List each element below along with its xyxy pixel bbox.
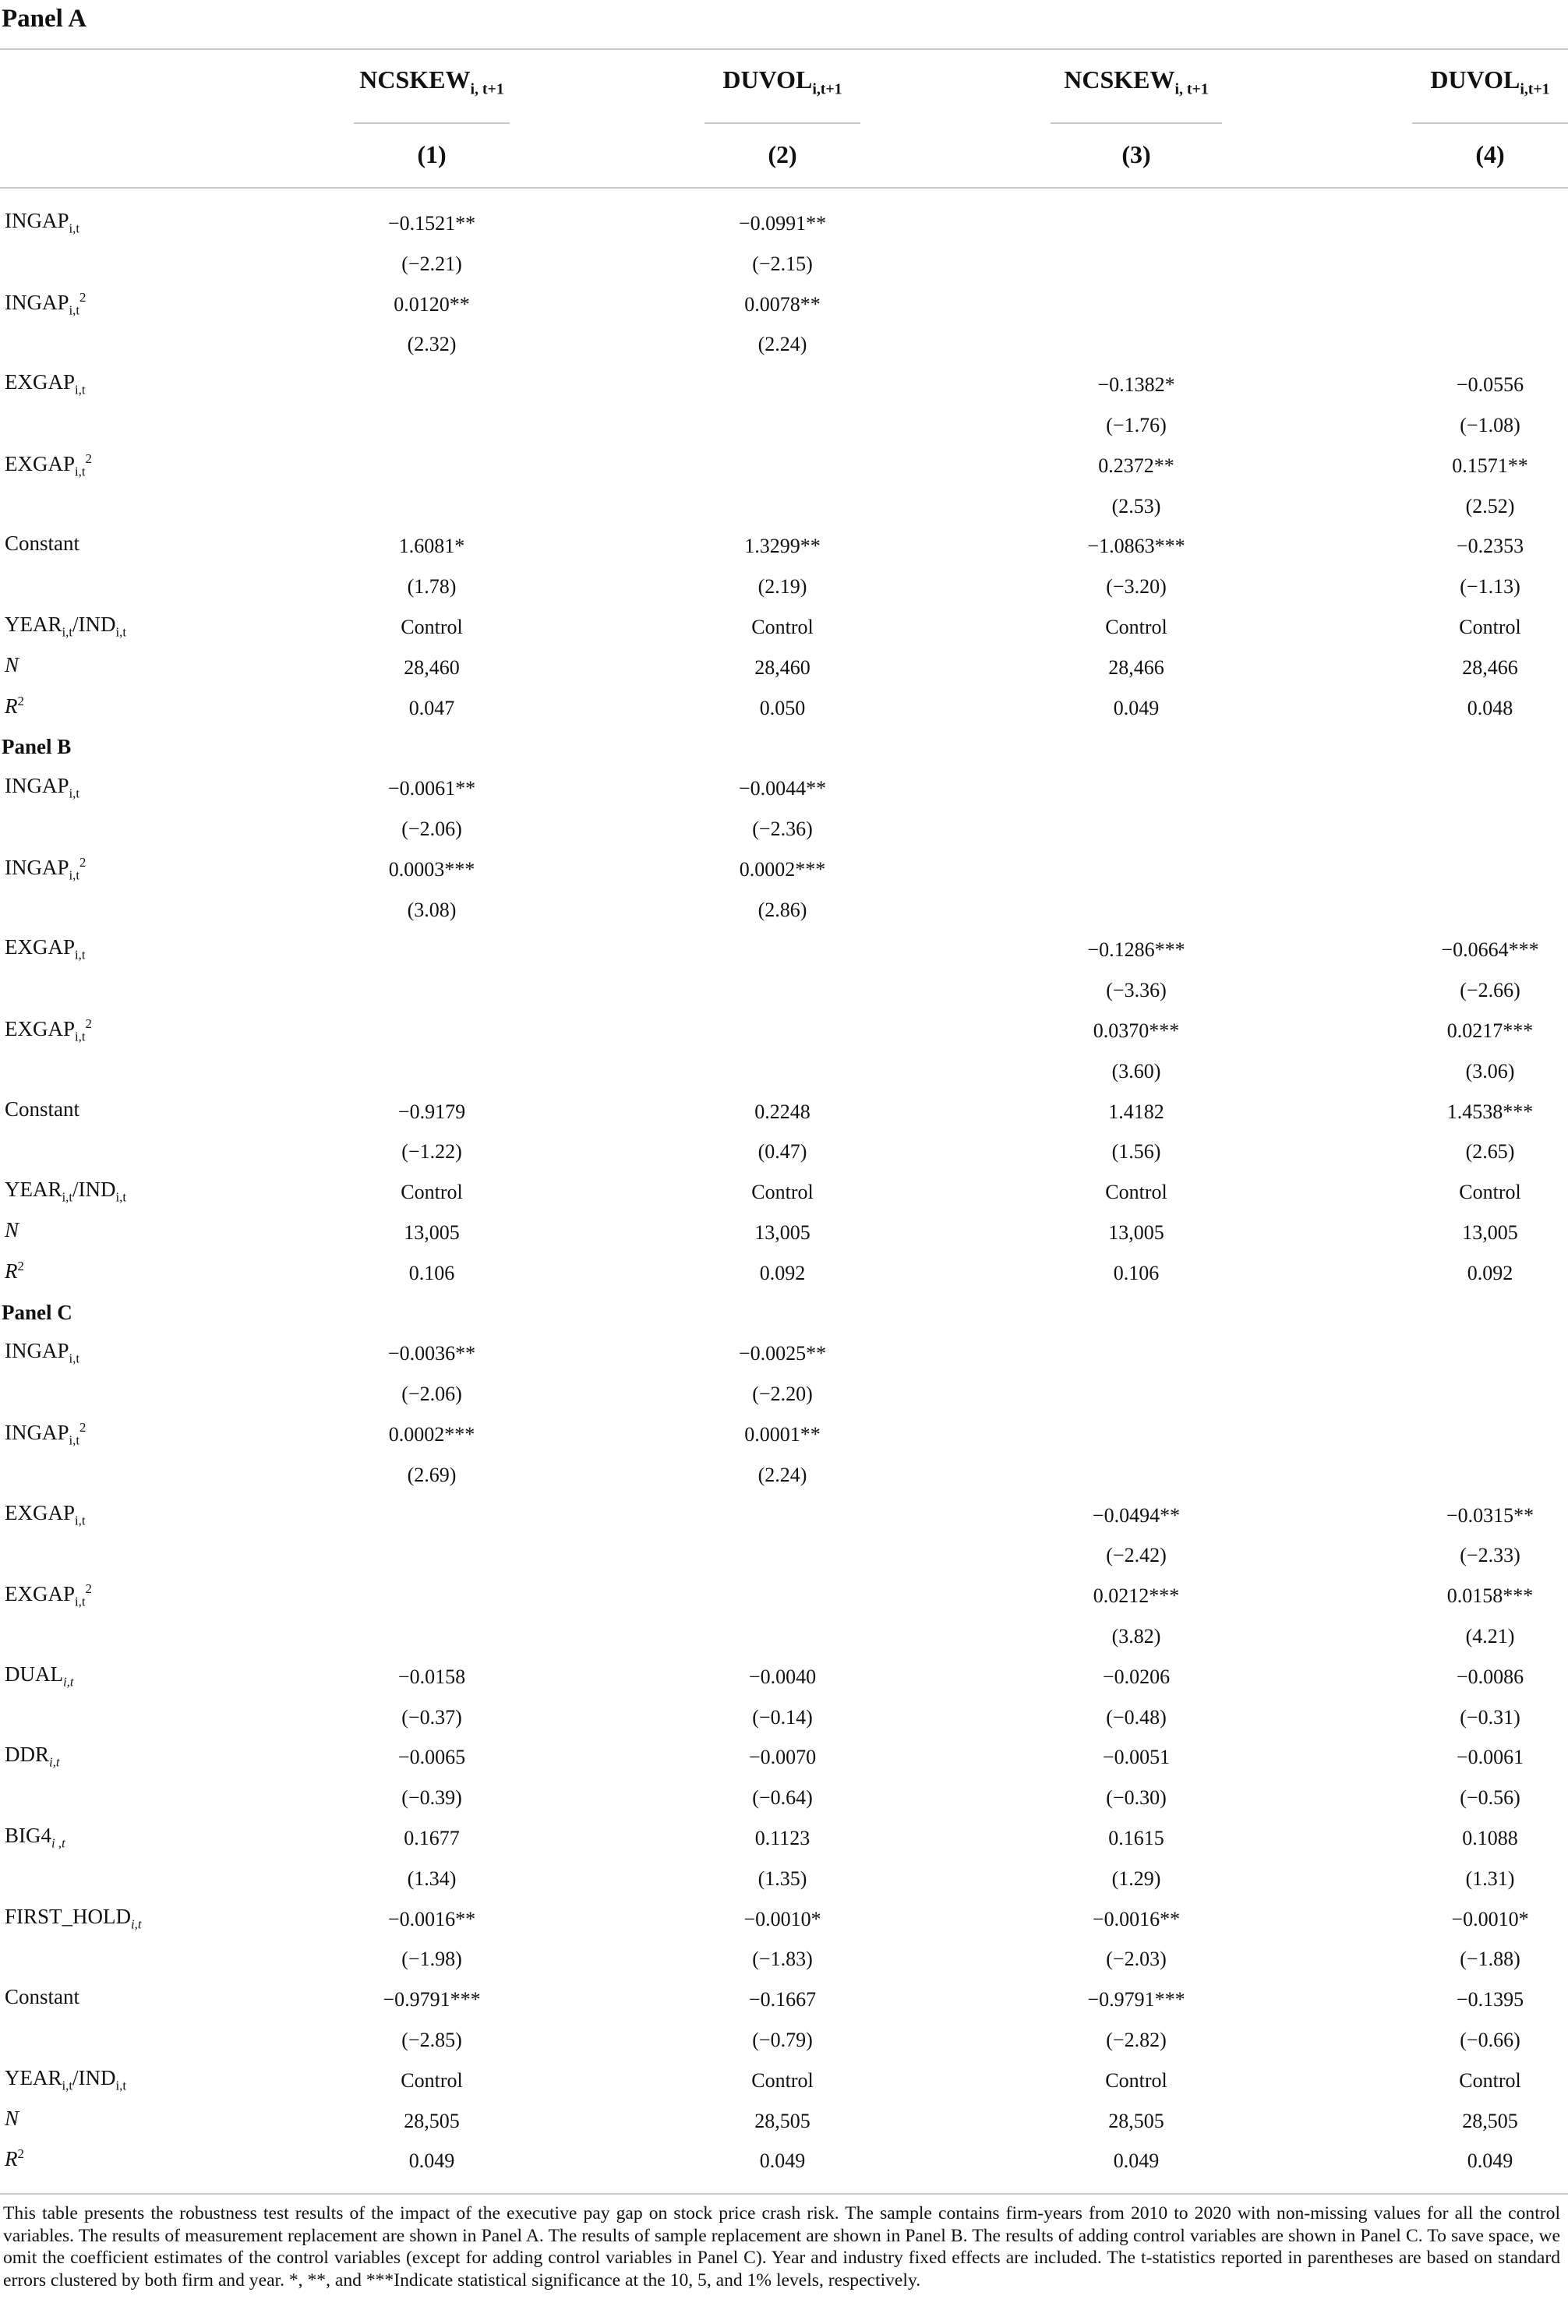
row-label (5, 1097, 79, 1121)
table-cell: 0.106 (408, 1261, 455, 1284)
table-cell: −0.0010* (1451, 1907, 1529, 1930)
table-cell: (−0.64) (752, 1786, 813, 1810)
table-cell: −0.9791*** (383, 1988, 481, 2011)
table-cell: Control (1105, 1181, 1167, 1204)
row-label-subscript: i,t (75, 1594, 86, 1609)
table-cell: −0.0016** (387, 1907, 476, 1930)
table-cell: (−2.21) (401, 252, 462, 275)
table-cell: −1.0863*** (1087, 535, 1185, 558)
column-header-name: NCSKEW (359, 65, 471, 94)
row-label (5, 935, 86, 962)
table-cell: (−1.98) (401, 1948, 462, 1971)
column-header-4 (1430, 65, 1549, 98)
row-label (5, 1824, 65, 1851)
column-header-name: DUVOL (1430, 65, 1520, 94)
row-label-name: DUAL (5, 1662, 63, 1686)
table-cell: 0.1677 (404, 1827, 460, 1849)
row-label (5, 209, 79, 236)
table-cell: 13,005 (754, 1221, 810, 1244)
table-cell: (−0.31) (1460, 1705, 1520, 1729)
table-cell: (1.34) (407, 1867, 457, 1890)
column-header-rule-4 (1412, 122, 1568, 124)
table-cell: 0.1123 (754, 1827, 810, 1849)
table-cell: Control (1459, 1181, 1521, 1204)
table-cell: 0.0078** (744, 292, 821, 316)
row-label-name: BIG4 (5, 1824, 51, 1847)
table-cell: (−2.42) (1106, 1544, 1167, 1567)
row-label-name: N (5, 2106, 19, 2130)
row-label-subscript: i,t (62, 1189, 72, 1205)
table-cell: 0.2372** (1098, 454, 1174, 477)
table-cell: 1.4538*** (1446, 1100, 1534, 1123)
table-cell: −0.0065 (397, 1746, 466, 1769)
table-cell: −0.0158 (397, 1665, 466, 1688)
table-cell: (1.56) (1111, 1140, 1161, 1164)
top-rule (0, 48, 1568, 50)
table-cell: −0.0016** (1092, 1907, 1181, 1930)
row-label-name: EXGAP (5, 935, 76, 959)
table-cell: −0.0051 (1102, 1746, 1171, 1769)
table-cell: (2.65) (1465, 1140, 1515, 1164)
table-cell: (−0.56) (1460, 1786, 1520, 1810)
table-cell: (−3.36) (1106, 979, 1167, 1002)
row-label-subscript: i,t (62, 2078, 72, 2093)
table-cell: (2.32) (407, 333, 457, 356)
row-label-subscript: i,t (75, 382, 86, 397)
table-cell: (−0.48) (1106, 1705, 1167, 1729)
table-cell: (−2.33) (1460, 1544, 1520, 1567)
table-cell: 28,466 (1108, 655, 1164, 679)
table-cell: 28,460 (404, 655, 460, 679)
table-cell: (2.86) (758, 898, 807, 921)
table-cell: 28,505 (1462, 2109, 1518, 2132)
row-label-superscript: 2 (17, 693, 24, 708)
table-cell: Control (751, 1181, 814, 1204)
table-cell: −0.2353 (1456, 535, 1524, 558)
row-label (5, 1501, 86, 1528)
row-label-name: R (5, 694, 18, 718)
table-cell: (−2.20) (752, 1383, 813, 1406)
table-cell: (2.24) (758, 1463, 807, 1486)
row-label-name: N (5, 652, 19, 676)
row-label-name: INGAP (5, 774, 69, 798)
table-cell: 0.1571** (1452, 454, 1528, 477)
table-cell: 0.0002*** (388, 1423, 475, 1446)
table-cell: 0.0120** (394, 292, 470, 316)
table-cell: 0.0003*** (388, 857, 475, 881)
column-header-3 (1064, 65, 1209, 98)
table-cell: (1.29) (1111, 1867, 1161, 1890)
table-cell: −0.0061** (387, 777, 476, 800)
row-label-subscript: i,t (49, 1754, 60, 1770)
column-header-subscript: i,t+1 (1520, 80, 1550, 98)
row-label-superscript: 2 (85, 1581, 92, 1597)
row-label-subscript: i,t (75, 947, 86, 962)
row-label-subscript: i,t (75, 1029, 86, 1044)
table-cell: −0.9179 (397, 1100, 466, 1123)
row-label-subscript-2: i,t (115, 624, 126, 640)
row-label-name: INGAP (5, 855, 69, 879)
row-label (5, 855, 86, 883)
table-cell: Control (1459, 2068, 1521, 2092)
table-cell: (−0.30) (1106, 1786, 1167, 1810)
table-cell: 0.0002*** (739, 857, 826, 881)
table-cell: (−2.36) (752, 818, 813, 840)
column-header-subscript: i, t+1 (470, 80, 504, 98)
row-label (5, 2066, 126, 2093)
row-label-name-2: /IND (72, 613, 116, 636)
row-label (5, 290, 86, 318)
row-label (5, 1420, 86, 1448)
table-cell: (−0.37) (401, 1705, 462, 1729)
table-cell: 28,505 (754, 2109, 810, 2132)
table-cell: 0.1088 (1462, 1827, 1518, 1849)
column-header-subscript: i,t+1 (812, 80, 842, 98)
row-label-subscript: i,t (69, 1351, 79, 1366)
row-label-name: R (5, 1259, 18, 1283)
row-label-name-2: /IND (72, 1178, 116, 1202)
table-cell: (−0.39) (401, 1786, 462, 1810)
row-label (5, 1905, 142, 1932)
row-label-name: INGAP (5, 1339, 69, 1363)
row-label-superscript: 2 (79, 854, 87, 870)
column-header-name: NCSKEW (1064, 65, 1175, 94)
panel-title: Panel C (2, 1300, 72, 1324)
row-label-name: YEAR (5, 2065, 62, 2089)
table-cell: −0.0036** (387, 1342, 476, 1365)
row-label (5, 1662, 73, 1690)
table-cell: (−1.22) (401, 1140, 462, 1164)
table-cell: (−1.08) (1460, 414, 1520, 436)
table-cell: (−2.06) (401, 1383, 462, 1406)
table-cell: −0.0040 (748, 1665, 817, 1688)
row-label-subscript: i,t (63, 1674, 74, 1690)
row-label (5, 1218, 19, 1242)
row-label (5, 532, 79, 556)
table-cell: (−1.83) (752, 1948, 813, 1971)
row-label-name: DDR (5, 1743, 50, 1767)
row-label (5, 613, 126, 640)
row-label-name: EXGAP (5, 1017, 76, 1040)
table-cell: −0.1395 (1456, 1988, 1524, 2011)
row-label-subscript: i,t (62, 624, 72, 640)
row-label-name: EXGAP (5, 451, 76, 475)
column-header-1 (359, 65, 504, 98)
row-label (5, 653, 19, 677)
row-label (5, 1985, 79, 2009)
row-label-subscript: i,t (69, 302, 79, 317)
table-cell: 0.106 (1113, 1261, 1160, 1284)
table-cell: (−2.15) (752, 252, 813, 275)
row-label-subscript: i,t (131, 1916, 142, 1931)
table-cell: −0.0315** (1446, 1503, 1534, 1527)
row-label-subscript: i,t (69, 1432, 79, 1448)
row-label-name: EXGAP (5, 370, 76, 394)
table-footnote: This table presents the robustness test results of the impact of the executive pay gap on stock price crash risk. The sample contains firm-years from 2010 to 2020 with non-missing values for all the control variables. The results of measurement replacement are shown in Panel A. The results of sample replacement are shown in Panel B. The results of adding control variables are shown in Panel C. To save space, we omit the coefficient estimates of the control variables (except for adding control variables in Panel C). Year and industry fixed effects are included. The t-statistics reported in parentheses are based on standard errors clustered by both firm and year. *, **, and ***Indicate statistical significance at the 10, 5, and 1% levels, respectively. (3, 2203, 1560, 2290)
row-label-superscript: 2 (85, 450, 92, 466)
row-label-superscript: 2 (17, 1258, 24, 1273)
table-cell: 28,505 (404, 2109, 460, 2132)
column-number-4: (4) (1475, 140, 1505, 168)
column-header-name: DUVOL (722, 65, 813, 94)
table-cell: (−1.13) (1460, 575, 1520, 599)
table-cell: (−2.82) (1106, 2029, 1167, 2051)
row-label (5, 1581, 92, 1609)
table-cell: (−2.06) (401, 818, 462, 840)
table-cell: 0.0158*** (1446, 1584, 1534, 1608)
table-cell: (−1.88) (1460, 1948, 1520, 1971)
row-label-subscript: i,t (69, 786, 79, 801)
row-label (5, 1339, 79, 1366)
table-cell: 0.050 (759, 696, 806, 719)
row-label-superscript: 2 (85, 1016, 92, 1031)
table-cell: −0.0010* (743, 1907, 821, 1930)
row-label-subscript: i,t (75, 1512, 86, 1528)
table-cell: 0.048 (1467, 696, 1513, 719)
table-cell: (−2.66) (1460, 979, 1520, 1002)
table-cell: 13,005 (1462, 1221, 1518, 1244)
table-cell: −0.1286*** (1087, 938, 1185, 962)
table-cell: (3.60) (1111, 1059, 1161, 1083)
row-label (5, 1259, 24, 1284)
table-cell: (1.35) (758, 1867, 807, 1890)
table-cell: 0.0370*** (1093, 1019, 1180, 1042)
table-cell: 0.092 (759, 1261, 806, 1284)
row-label-name: Constant (5, 1985, 80, 2009)
row-label-name: EXGAP (5, 1582, 76, 1606)
table-cell: (2.19) (758, 575, 807, 599)
row-label-subscript: i ,t (51, 1835, 65, 1851)
table-cell: (3.82) (1111, 1625, 1161, 1648)
row-label-superscript: 2 (79, 289, 87, 305)
table-cell: −0.9791*** (1087, 1988, 1185, 2011)
table-cell: 13,005 (404, 1221, 460, 1244)
row-label-name: FIRST_HOLD (5, 1904, 132, 1928)
column-number-1: (1) (417, 140, 447, 168)
table-cell: 0.0217*** (1446, 1019, 1534, 1042)
table-cell: 1.6081* (398, 535, 465, 558)
table-cell: (−3.20) (1106, 575, 1167, 599)
table-cell: 0.2248 (754, 1100, 810, 1123)
table-cell: (1.78) (407, 575, 457, 599)
table-cell: −0.1382* (1097, 373, 1175, 397)
table-cell: (3.08) (407, 898, 457, 921)
row-label-subscript: i,t (69, 221, 79, 236)
column-number-2: (2) (768, 140, 797, 168)
table-cell: 0.0001** (744, 1423, 821, 1446)
table-cell: 28,460 (754, 655, 810, 679)
table-cell: 0.049 (1467, 2149, 1513, 2173)
table-cell: (4.21) (1465, 1625, 1515, 1648)
row-label (5, 2146, 24, 2171)
row-label-name: INGAP (5, 290, 69, 314)
row-label (5, 370, 86, 397)
table-cell: −0.0025** (738, 1342, 827, 1365)
row-label (5, 1016, 92, 1044)
table-cell: −0.0070 (748, 1746, 817, 1769)
table-cell: Control (401, 2068, 463, 2092)
table-cell: 0.049 (759, 2149, 806, 2173)
row-label-subscript-2: i,t (115, 1189, 126, 1205)
panel-a-title: Panel A (2, 5, 87, 33)
table-cell: Control (1105, 616, 1167, 638)
row-label-name: R (5, 2147, 18, 2171)
row-label-name: Constant (5, 1097, 80, 1121)
row-label (5, 774, 79, 801)
table-cell: 0.1615 (1108, 1827, 1164, 1849)
table-cell: (2.53) (1111, 494, 1161, 517)
table-cell: −0.0991** (738, 212, 827, 235)
table-cell: (−0.14) (752, 1705, 813, 1729)
table-cell: (2.24) (758, 333, 807, 356)
table-cell: 0.049 (408, 2149, 455, 2173)
table-cell: (−0.79) (752, 2029, 813, 2051)
row-label-name: INGAP (5, 1421, 69, 1444)
row-label-name: Constant (5, 532, 80, 556)
row-label-subscript-2: i,t (115, 2078, 126, 2093)
row-label-name: EXGAP (5, 1500, 76, 1524)
table-cell: 1.3299** (744, 535, 821, 558)
row-label-name-2: /IND (72, 2065, 116, 2089)
header-bottom-rule (0, 187, 1568, 189)
table-cell: (−2.03) (1106, 1948, 1167, 1971)
row-label (5, 451, 92, 479)
row-label-subscript: i,t (69, 867, 79, 883)
column-header-rule-1 (354, 122, 510, 124)
table-cell: 0.0212*** (1093, 1584, 1180, 1608)
table-cell: (3.06) (1465, 1059, 1515, 1083)
table-cell: Control (401, 1181, 463, 1204)
table-cell: Control (1459, 616, 1521, 638)
table-cell: (−0.66) (1460, 2029, 1520, 2051)
table-cell: −0.0494** (1092, 1503, 1181, 1527)
panel-title: Panel B (2, 735, 72, 759)
table-cell: −0.0206 (1102, 1665, 1171, 1688)
table-cell: −0.0086 (1456, 1665, 1524, 1688)
row-label-name: N (5, 1218, 19, 1241)
table-cell: 28,505 (1108, 2109, 1164, 2132)
row-label-subscript: i,t (75, 464, 86, 479)
table-cell: Control (751, 616, 814, 638)
table-cell: −0.1667 (748, 1988, 817, 2011)
column-header-subscript: i, t+1 (1174, 80, 1209, 98)
row-label-superscript: 2 (17, 2146, 24, 2162)
table-cell: 0.049 (1113, 696, 1160, 719)
table-cell: −0.0556 (1456, 373, 1524, 397)
table-cell: 0.047 (408, 696, 455, 719)
table-cell: (1.31) (1465, 1867, 1515, 1890)
table-cell: (2.52) (1465, 494, 1515, 517)
table-cell: (2.69) (407, 1463, 457, 1486)
row-label (5, 2107, 19, 2131)
row-label-name: INGAP (5, 209, 69, 232)
row-label (5, 694, 24, 719)
table-cell: −0.1521** (387, 212, 476, 235)
table-cell: Control (401, 616, 463, 638)
row-label-name: YEAR (5, 613, 62, 636)
column-header-rule-3 (1051, 122, 1222, 124)
table-cell: (0.47) (758, 1140, 807, 1164)
row-label-name: YEAR (5, 1178, 62, 1202)
table-cell: 28,466 (1462, 655, 1518, 679)
table-cell: −0.0061 (1456, 1746, 1524, 1769)
column-header-2 (722, 65, 842, 98)
table-cell: (−2.85) (401, 2029, 462, 2051)
table-cell: 0.092 (1467, 1261, 1513, 1284)
table-cell: (−1.76) (1106, 414, 1167, 436)
row-label (5, 1743, 60, 1770)
table-bottom-rule (0, 2193, 1568, 2195)
column-header-rule-2 (705, 122, 860, 124)
column-number-3: (3) (1121, 140, 1151, 168)
table-cell: Control (1105, 2068, 1167, 2092)
table-cell: 13,005 (1108, 1221, 1164, 1244)
table-cell: −0.0044** (738, 777, 827, 800)
table-cell: −0.0664*** (1441, 938, 1539, 962)
table-cell: Control (751, 2068, 814, 2092)
table-cell: 0.049 (1113, 2149, 1160, 2173)
row-label-superscript: 2 (79, 1420, 87, 1435)
table-cell: 1.4182 (1108, 1100, 1164, 1123)
row-label (5, 1178, 126, 1205)
